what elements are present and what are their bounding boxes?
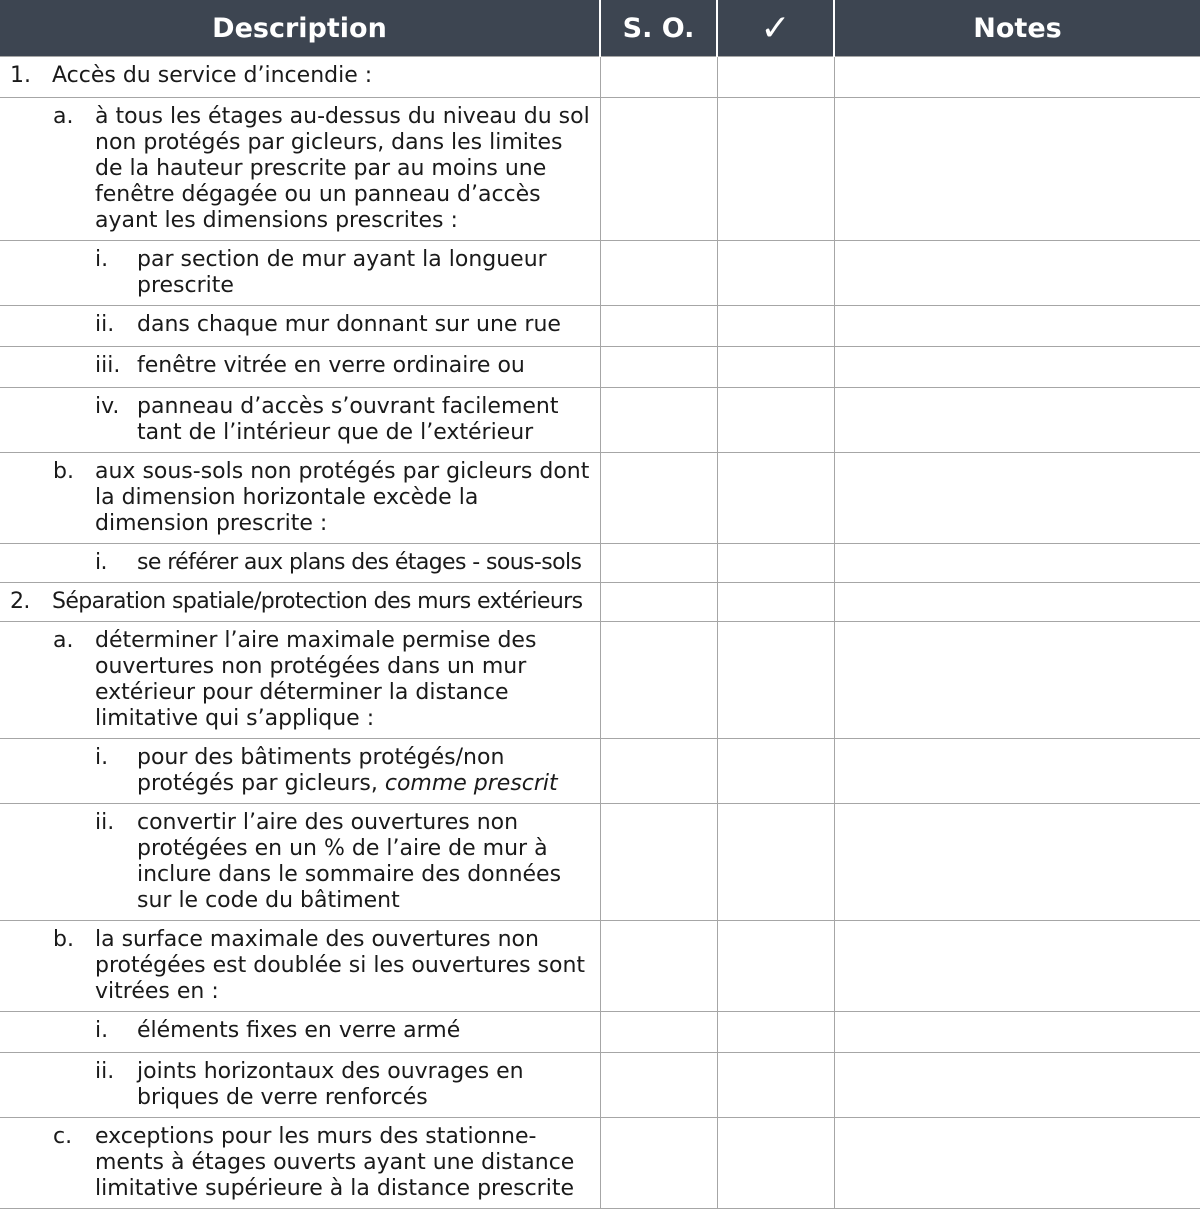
item-text: déterminer l’aire maximale permise des ouvertures non protégées dans un mur extérieur pour déterminer la distance limitative qui s’applique :	[95, 628, 537, 731]
check-cell[interactable]	[717, 453, 834, 544]
notes-cell[interactable]	[834, 98, 1200, 241]
so-cell[interactable]	[600, 241, 717, 306]
header-description: Description	[0, 0, 600, 57]
check-cell[interactable]	[717, 306, 834, 347]
item-text	[137, 745, 596, 797]
so-cell[interactable]	[600, 306, 717, 347]
so-cell[interactable]	[600, 388, 717, 453]
so-cell[interactable]	[600, 1053, 717, 1118]
description-cell	[0, 583, 600, 622]
so-cell[interactable]	[600, 98, 717, 241]
check-cell[interactable]	[717, 388, 834, 453]
description-cell	[0, 544, 600, 583]
table-row	[0, 544, 1200, 583]
notes-cell[interactable]	[834, 739, 1200, 804]
item-number: b.	[53, 927, 74, 952]
check-cell[interactable]	[717, 622, 834, 739]
item-text-italic: comme prescrit	[384, 771, 558, 796]
description-cell	[0, 347, 600, 388]
description-cell	[0, 921, 600, 1012]
item-text: éléments fixes en verre armé	[137, 1018, 461, 1043]
check-cell[interactable]	[717, 57, 834, 98]
so-cell[interactable]	[600, 347, 717, 388]
item-text: se référer aux plans des étages - sous-sols	[137, 550, 582, 575]
notes-cell[interactable]	[834, 804, 1200, 921]
description-cell	[0, 388, 600, 453]
table-row	[0, 1118, 1200, 1209]
so-cell[interactable]	[600, 57, 717, 98]
check-cell[interactable]	[717, 583, 834, 622]
table-row	[0, 804, 1200, 921]
item-text: aux sous-sols non protégés par gicleurs dont la dimension horizontale excède la dimension prescrite :	[95, 459, 590, 536]
check-cell[interactable]	[717, 921, 834, 1012]
table-row	[0, 241, 1200, 306]
table-row	[0, 583, 1200, 622]
description-cell	[0, 1012, 600, 1053]
item-text: fenêtre vitrée en verre ordinaire ou	[137, 353, 525, 378]
description-cell	[0, 804, 600, 921]
table-row	[0, 98, 1200, 241]
item-number: iv.	[95, 394, 120, 419]
table-row	[0, 306, 1200, 347]
header-so: S. O.	[600, 0, 717, 57]
item-number: 1.	[10, 63, 31, 88]
item-number: a.	[53, 628, 74, 653]
description-cell	[0, 98, 600, 241]
check-cell[interactable]	[717, 544, 834, 583]
item-text: par section de mur ayant la longueur prescrite	[137, 247, 547, 298]
notes-cell[interactable]	[834, 347, 1200, 388]
description-cell	[0, 1053, 600, 1118]
header-row	[0, 0, 1200, 57]
check-cell[interactable]	[717, 1012, 834, 1053]
so-cell[interactable]	[600, 921, 717, 1012]
item-number: a.	[53, 104, 74, 129]
item-number: b.	[53, 459, 74, 484]
so-cell[interactable]	[600, 739, 717, 804]
table-row	[0, 1012, 1200, 1053]
so-cell[interactable]	[600, 1118, 717, 1209]
notes-cell[interactable]	[834, 57, 1200, 98]
item-text: la surface maximale des ouvertures non protégées est doublée si les ouvertures sont vitrées en :	[95, 927, 586, 1004]
notes-cell[interactable]	[834, 453, 1200, 544]
notes-cell[interactable]	[834, 1118, 1200, 1209]
item-text: panneau d’accès s’ouvrant facilement tant de l’intérieur que de l’extérieur	[137, 394, 559, 445]
item-number: ii.	[95, 1059, 115, 1084]
description-cell	[0, 1118, 600, 1209]
so-cell[interactable]	[600, 544, 717, 583]
item-number: iii.	[95, 353, 121, 378]
table-row	[0, 739, 1200, 804]
table-row	[0, 1053, 1200, 1118]
item-text: exceptions pour les murs des stationne- ments à étages ouverts ayant une distance limitative supérieure à la distance prescrite	[95, 1124, 575, 1201]
checkmark-icon: ✓	[760, 7, 791, 49]
notes-cell[interactable]	[834, 1053, 1200, 1118]
item-text: dans chaque mur donnant sur une rue	[137, 312, 561, 337]
notes-cell[interactable]	[834, 583, 1200, 622]
notes-cell[interactable]	[834, 921, 1200, 1012]
item-number: i.	[95, 745, 109, 770]
notes-cell[interactable]	[834, 544, 1200, 583]
item-number: i.	[95, 1018, 109, 1043]
check-cell[interactable]	[717, 1053, 834, 1118]
check-cell[interactable]	[717, 347, 834, 388]
table-row	[0, 347, 1200, 388]
table-row	[0, 388, 1200, 453]
check-cell[interactable]	[717, 241, 834, 306]
description-cell	[0, 241, 600, 306]
item-text-main: pour des bâtiments protégés/non protégés par gicleurs,	[137, 745, 505, 796]
item-text: à tous les étages au-dessus du niveau du sol non protégés par gicleurs, dans les limites de la hauteur prescrite par au moins une fenêtre dégagée ou un panneau d’accès ayant les dimensions prescrites :	[95, 104, 590, 233]
table-row	[0, 622, 1200, 739]
so-cell[interactable]	[600, 1012, 717, 1053]
check-cell[interactable]	[717, 739, 834, 804]
description-cell	[0, 306, 600, 347]
item-text: Séparation spatiale/protection des murs extérieurs	[52, 589, 583, 614]
so-cell[interactable]	[600, 804, 717, 921]
item-number: ii.	[95, 810, 115, 835]
item-number: 2.	[10, 589, 30, 614]
table-row	[0, 453, 1200, 544]
notes-cell[interactable]	[834, 622, 1200, 739]
notes-cell[interactable]	[834, 241, 1200, 306]
table-row	[0, 57, 1200, 98]
item-text: Accès du service d’incendie :	[52, 63, 373, 88]
item-text: joints horizontaux des ouvrages en briques de verre renforcés	[137, 1059, 524, 1110]
item-text: convertir l’aire des ouvertures non protégées en un % de l’aire de mur à inclure dans le sommaire des données sur le code du bâtiment	[137, 810, 562, 913]
table-row	[0, 921, 1200, 1012]
check-cell[interactable]	[717, 1118, 834, 1209]
description-cell	[0, 57, 600, 98]
item-number: ii.	[95, 312, 115, 337]
item-number: i.	[95, 247, 109, 272]
check-cell[interactable]	[717, 98, 834, 241]
item-number: c.	[53, 1124, 73, 1149]
notes-cell[interactable]	[834, 1012, 1200, 1053]
notes-cell[interactable]	[834, 388, 1200, 453]
description-cell	[0, 453, 600, 544]
so-cell[interactable]	[600, 453, 717, 544]
so-cell[interactable]	[600, 583, 717, 622]
description-cell	[0, 622, 600, 739]
notes-cell[interactable]	[834, 306, 1200, 347]
description-cell	[0, 739, 600, 804]
check-cell[interactable]	[717, 804, 834, 921]
header-check	[717, 0, 834, 57]
header-notes: Notes	[834, 0, 1200, 57]
item-number: i.	[95, 550, 107, 575]
so-cell[interactable]	[600, 622, 717, 739]
